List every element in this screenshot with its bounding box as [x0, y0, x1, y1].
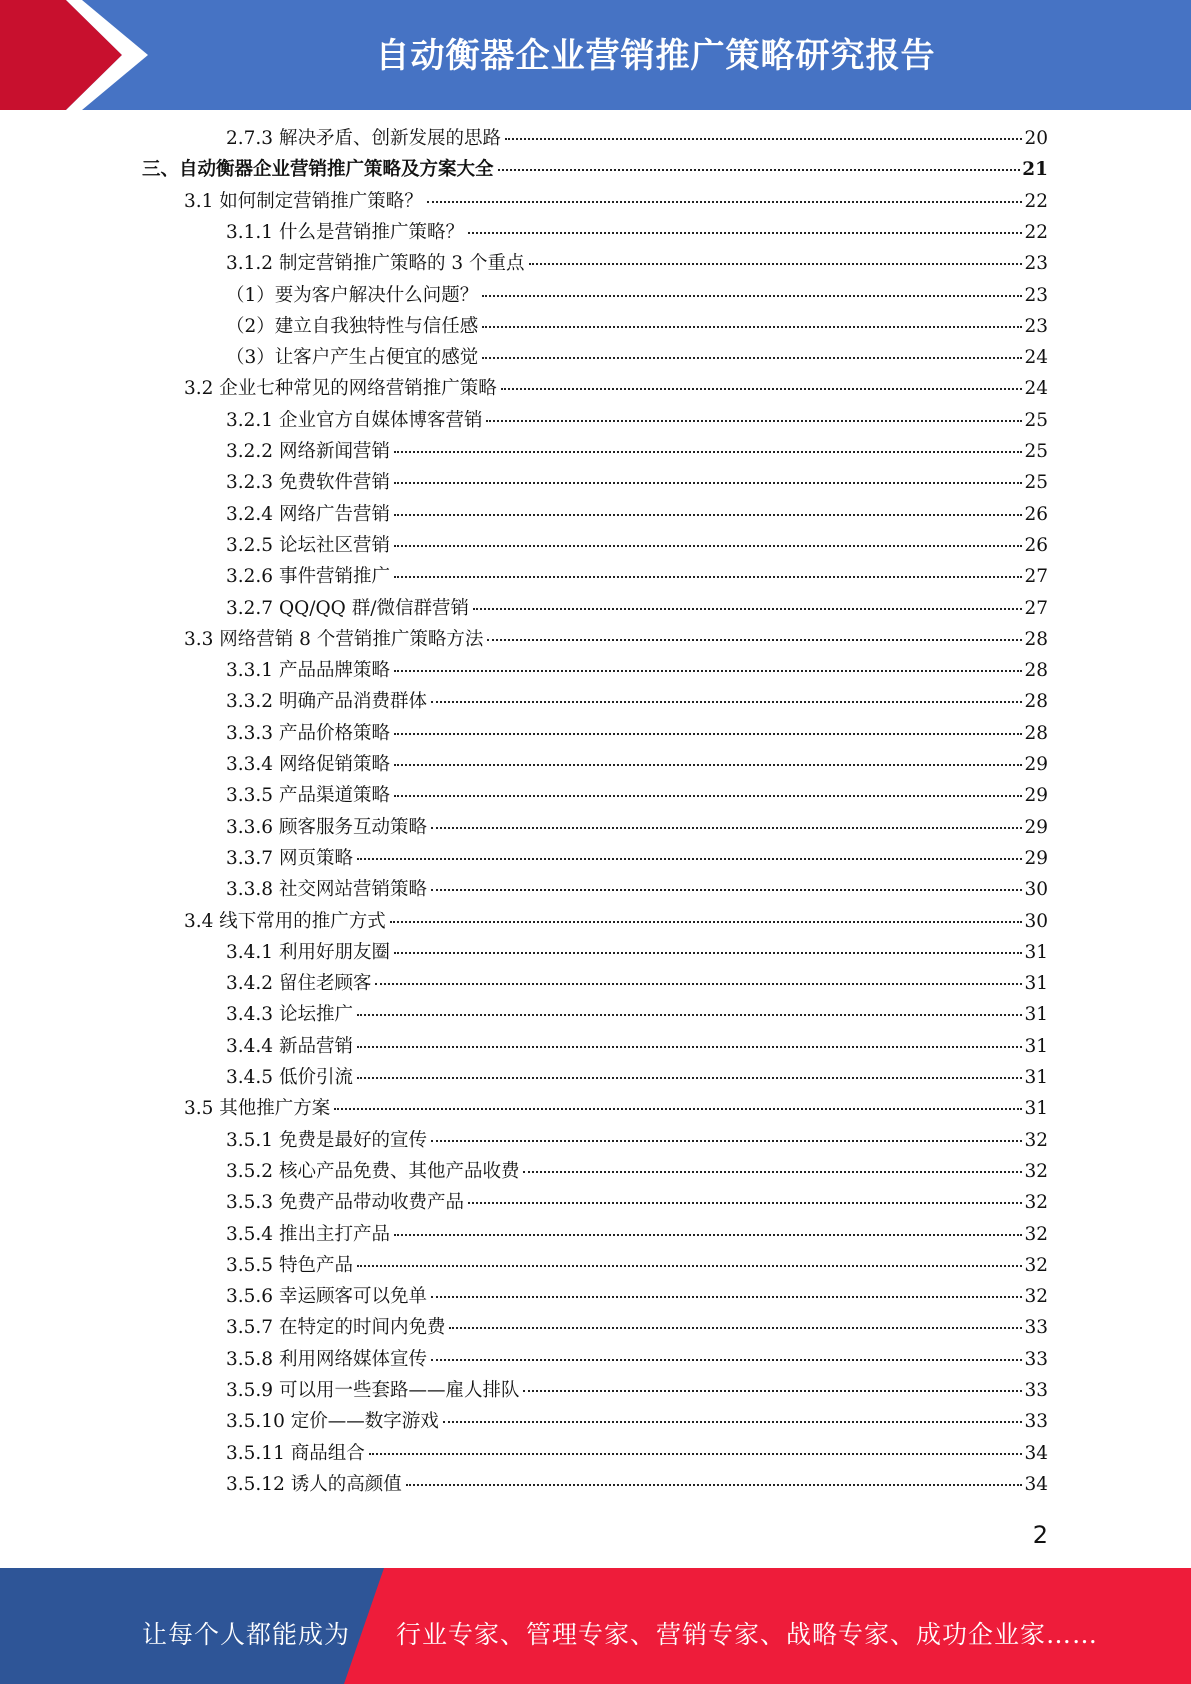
toc-entry[interactable]: [226, 848, 1048, 870]
toc-entry-title: 三、自动衡器企业营销推广策略及方案大全: [142, 159, 494, 181]
footer-slogan-right: 行业专家、管理专家、营销专家、战略专家、成功企业家……: [396, 1620, 1099, 1649]
toc-leader-dots: [394, 764, 1022, 766]
toc-entry[interactable]: [226, 1036, 1048, 1058]
toc-entry-title: 3.2.1 企业官方自媒体博客营销: [226, 409, 483, 431]
toc-entry-title: 3.5.6 幸运顾客可以免单: [226, 1286, 427, 1308]
toc-entry[interactable]: [226, 1130, 1048, 1152]
toc-leader-dots: [357, 858, 1023, 860]
toc-entry[interactable]: [226, 504, 1048, 526]
toc-leader-dots: [394, 451, 1022, 453]
toc-leader-dots: [394, 1234, 1022, 1236]
toc-entry-title: 3.5.3 免费产品带动收费产品: [226, 1192, 464, 1214]
toc-entry-page: 28: [1024, 660, 1048, 682]
toc-entry-page: 33: [1024, 1380, 1048, 1401]
toc-entry-title: （2）建立自我独特性与信任感: [226, 315, 479, 337]
toc-leader-dots: [390, 921, 1023, 923]
toc-entry-title: 3.2.5 论坛社区营销: [226, 534, 390, 556]
toc-entry-page: 31: [1024, 973, 1048, 995]
toc-leader-dots: [482, 295, 1022, 297]
toc-entry[interactable]: [184, 911, 1048, 933]
toc-entry[interactable]: [226, 691, 1048, 713]
toc-entry[interactable]: [226, 1349, 1048, 1371]
toc-entry-page: 25: [1024, 409, 1048, 431]
toc-entry-page: 22: [1024, 221, 1048, 243]
toc-entry-title: 3.5.7 在特定的时间内免费: [226, 1317, 446, 1339]
toc-entry-title: 3.3.7 网页策略: [226, 847, 353, 869]
toc-entry-page: 26: [1024, 503, 1048, 525]
toc-leader-dots: [406, 1484, 1023, 1486]
toc-leader-dots: [394, 795, 1022, 797]
toc-entry-title: 3.5.5 特色产品: [226, 1254, 353, 1276]
toc-entry[interactable]: [226, 1380, 1048, 1402]
toc-leader-dots: [487, 639, 1022, 641]
toc-entry[interactable]: [226, 1192, 1048, 1214]
toc-leader-dots: [431, 1359, 1022, 1361]
toc-entry-title: 3.5.1 免费是最好的宣传: [226, 1129, 427, 1151]
toc-entry-page: 31: [1024, 1098, 1048, 1120]
toc-entry[interactable]: [226, 1286, 1048, 1308]
toc-entry[interactable]: [226, 410, 1048, 432]
toc-entry[interactable]: [226, 1067, 1048, 1089]
toc-entry-title: 3.5.11 商品组合: [226, 1442, 365, 1464]
toc-entry[interactable]: [184, 191, 1048, 213]
toc-entry-page: 33: [1024, 1411, 1048, 1433]
toc-entry-page: 23: [1024, 253, 1048, 275]
toc-leader-dots: [357, 1046, 1023, 1048]
toc-entry-page: 32: [1024, 1223, 1048, 1245]
toc-leader-dots: [375, 983, 1022, 985]
toc-entry-page: 23: [1024, 284, 1048, 306]
toc-entry-page: 32: [1024, 1160, 1048, 1182]
toc-entry-title: 3.4 线下常用的推广方式: [184, 910, 386, 932]
toc-leader-dots: [357, 1265, 1023, 1267]
toc-leader-dots: [523, 1390, 1022, 1392]
toc-leader-dots: [523, 1171, 1022, 1173]
toc-entry-page: 33: [1024, 1317, 1048, 1339]
toc-leader-dots: [431, 701, 1022, 703]
toc-entry-title: 3.4.1 利用好朋友圈: [226, 941, 390, 963]
toc-leader-dots: [482, 326, 1022, 328]
toc-entry-page: 31: [1024, 941, 1048, 963]
toc-entry-page: 21: [1022, 159, 1048, 181]
toc-leader-dots: [394, 733, 1022, 735]
toc-entry-title: 3.2.7 QQ/QQ 群/微信群营销: [226, 597, 469, 619]
toc-entry[interactable]: [226, 1443, 1048, 1465]
toc-entry[interactable]: [226, 1474, 1048, 1496]
toc-entry-page: 26: [1024, 534, 1048, 556]
toc-leader-dots: [482, 357, 1022, 359]
toc-entry-title: 3.2.4 网络广告营销: [226, 503, 390, 525]
toc-leader-dots: [431, 827, 1022, 829]
toc-entry-title: 3.5 其他推广方案: [184, 1098, 331, 1120]
toc-entry-title: 3.3.1 产品品牌策略: [226, 660, 390, 682]
toc-leader-dots: [394, 670, 1022, 672]
toc-entry-page: 29: [1024, 754, 1048, 775]
toc-leader-dots: [431, 1140, 1022, 1142]
toc-entry-title: 3.5.9 可以用一些套路——雇人排队: [226, 1380, 520, 1401]
toc-entry[interactable]: [226, 785, 1048, 807]
toc-entry-title: 3.2.2 网络新闻营销: [226, 441, 390, 462]
toc-entry-page: 32: [1024, 1129, 1048, 1151]
toc-entry[interactable]: [226, 222, 1048, 244]
toc-entry-title: 3.5.8 利用网络媒体宣传: [226, 1348, 427, 1370]
toc-entry[interactable]: [226, 879, 1048, 901]
toc-leader-dots: [473, 608, 1022, 610]
page-header: [0, 0, 1191, 110]
toc-entry-page: 33: [1024, 1348, 1048, 1370]
toc-entry-page: 28: [1024, 691, 1048, 713]
toc-entry-title: 3.5.4 推出主打产品: [226, 1223, 390, 1245]
toc-leader-dots: [394, 545, 1022, 547]
toc-entry-page: 31: [1024, 1067, 1048, 1088]
toc-entry-page: 27: [1024, 566, 1048, 588]
toc-leader-dots: [529, 263, 1023, 265]
toc-entry[interactable]: [226, 973, 1048, 995]
toc-entry-title: 3.3.2 明确产品消费群体: [226, 691, 427, 713]
toc-entry-page: 23: [1024, 315, 1048, 337]
toc-entry[interactable]: [226, 817, 1048, 839]
toc-entry[interactable]: [226, 1224, 1048, 1246]
toc-entry[interactable]: [226, 253, 1048, 275]
toc-entry-page: 25: [1024, 472, 1048, 494]
toc-entry-page: 32: [1024, 1286, 1048, 1308]
toc-entry[interactable]: [226, 316, 1048, 338]
page-number: 2: [1032, 1521, 1048, 1549]
toc-entry-page: 28: [1024, 722, 1048, 744]
toc-leader-dots: [357, 1077, 1023, 1079]
toc-entry-title: 3.3.6 顾客服务互动策略: [226, 816, 427, 838]
toc-entry[interactable]: [226, 723, 1048, 745]
toc-entry[interactable]: [226, 1255, 1048, 1277]
toc-leader-dots: [394, 952, 1022, 954]
toc-leader-dots: [431, 889, 1022, 891]
toc-leader-dots: [468, 232, 1022, 234]
toc-entry-title: 3.3.5 产品渠道策略: [226, 785, 390, 807]
toc-entry-title: 3.1.2 制定营销推广策略的 3 个重点: [226, 253, 525, 275]
toc-entry-page: 25: [1024, 441, 1048, 462]
header-arrow-decoration: [0, 0, 160, 110]
toc-leader-dots: [394, 482, 1022, 484]
toc-entry-page: 30: [1024, 910, 1048, 932]
toc-leader-dots: [468, 1202, 1022, 1204]
toc-leader-dots: [498, 169, 1021, 171]
toc-leader-dots: [449, 1327, 1022, 1329]
toc-entry[interactable]: [226, 1317, 1048, 1339]
toc-entry-page: 22: [1024, 190, 1048, 212]
toc-entry-page: 34: [1024, 1473, 1048, 1495]
toc-entry[interactable]: [226, 441, 1048, 463]
toc-entry[interactable]: [226, 285, 1048, 307]
toc-entry-page: 29: [1024, 816, 1048, 838]
toc-entry[interactable]: [226, 535, 1048, 557]
toc-entry-title: 3.5.10 定价——数字游戏: [226, 1411, 439, 1433]
toc-entry-title: 3.3.8 社交网站营销策略: [226, 879, 427, 901]
toc-entry-title: 3.1 如何制定营销推广策略？: [184, 190, 423, 212]
toc-entry-title: 3.2 企业七种常见的网络营销推广策略: [184, 378, 497, 400]
toc-entry-page: 29: [1024, 847, 1048, 869]
toc-entry[interactable]: [226, 1004, 1048, 1026]
toc-entry-title: 3.2.6 事件营销推广: [226, 566, 390, 588]
toc-entry[interactable]: [226, 347, 1048, 369]
toc-entry[interactable]: [226, 598, 1048, 620]
toc-entry[interactable]: [226, 566, 1048, 588]
toc-entry-page: 29: [1024, 785, 1048, 807]
toc-entry[interactable]: [184, 378, 1048, 400]
toc-leader-dots: [427, 201, 1023, 203]
toc-entry-title: 2.7.3 解决矛盾、创新发展的思路: [226, 128, 501, 149]
toc-entry-title: 3.5.2 核心产品免费、其他产品收费: [226, 1160, 520, 1182]
toc-entry-page: 24: [1024, 347, 1048, 369]
toc-leader-dots: [501, 388, 1023, 390]
toc-entry-title: 3.3.4 网络促销策略: [226, 754, 390, 775]
toc-leader-dots: [431, 1296, 1022, 1298]
toc-entry[interactable]: [184, 629, 1048, 651]
toc-entry-page: 27: [1024, 597, 1048, 619]
toc-entry-page: 20: [1024, 128, 1048, 149]
toc-entry-title: 3.4.4 新品营销: [226, 1035, 353, 1057]
toc-entry[interactable]: [226, 1411, 1048, 1433]
footer-slogan-left: 让每个人都能成为: [142, 1620, 351, 1649]
toc-leader-dots: [443, 1421, 1023, 1423]
toc-entry-title: 3.1.1 什么是营销推广策略？: [226, 221, 464, 243]
toc-entry-title: 3.4.3 论坛推广: [226, 1004, 353, 1026]
toc-entry-title: 3.5.12 诱人的高颜值: [226, 1473, 402, 1495]
toc-entry-page: 32: [1024, 1254, 1048, 1276]
toc-entry[interactable]: [226, 1161, 1048, 1183]
toc-entry-title: 3.2.3 免费软件营销: [226, 472, 390, 494]
toc-leader-dots: [486, 420, 1022, 422]
toc-entry[interactable]: [226, 660, 1048, 682]
toc-entry-page: 28: [1024, 628, 1048, 650]
toc-entry-page: 31: [1024, 1004, 1048, 1026]
toc-entry[interactable]: [142, 159, 1048, 181]
toc-entry-title: 3.4.2 留住老顾客: [226, 973, 372, 995]
toc-entry[interactable]: [226, 942, 1048, 964]
toc-leader-dots: [394, 514, 1022, 516]
toc-leader-dots: [334, 1108, 1022, 1110]
toc-entry[interactable]: [184, 1098, 1048, 1120]
toc-entry[interactable]: [226, 128, 1048, 150]
toc-entry[interactable]: [226, 754, 1048, 776]
toc-entry-page: 31: [1024, 1035, 1048, 1057]
toc-leader-dots: [369, 1453, 1023, 1455]
toc-leader-dots: [505, 138, 1022, 140]
toc-entry-page: 32: [1024, 1192, 1048, 1214]
toc-entry-title: 3.3.3 产品价格策略: [226, 722, 390, 744]
toc-entry-title: （3）让客户产生占便宜的感觉: [226, 347, 479, 369]
toc-entry-title: 3.4.5 低价引流: [226, 1067, 353, 1088]
toc-entry-title: 3.3 网络营销 8 个营销推广策略方法: [184, 628, 484, 650]
toc-leader-dots: [357, 1014, 1023, 1016]
toc-leader-dots: [394, 576, 1022, 578]
toc-entry-page: 30: [1024, 879, 1048, 901]
toc-entry[interactable]: [226, 472, 1048, 494]
toc-entry-page: 34: [1024, 1442, 1048, 1464]
toc-entry-page: 24: [1024, 378, 1048, 400]
toc-entry-title: （1）要为客户解决什么问题？: [226, 284, 479, 306]
document-title: 自动衡器企业营销推广策略研究报告: [375, 36, 936, 76]
